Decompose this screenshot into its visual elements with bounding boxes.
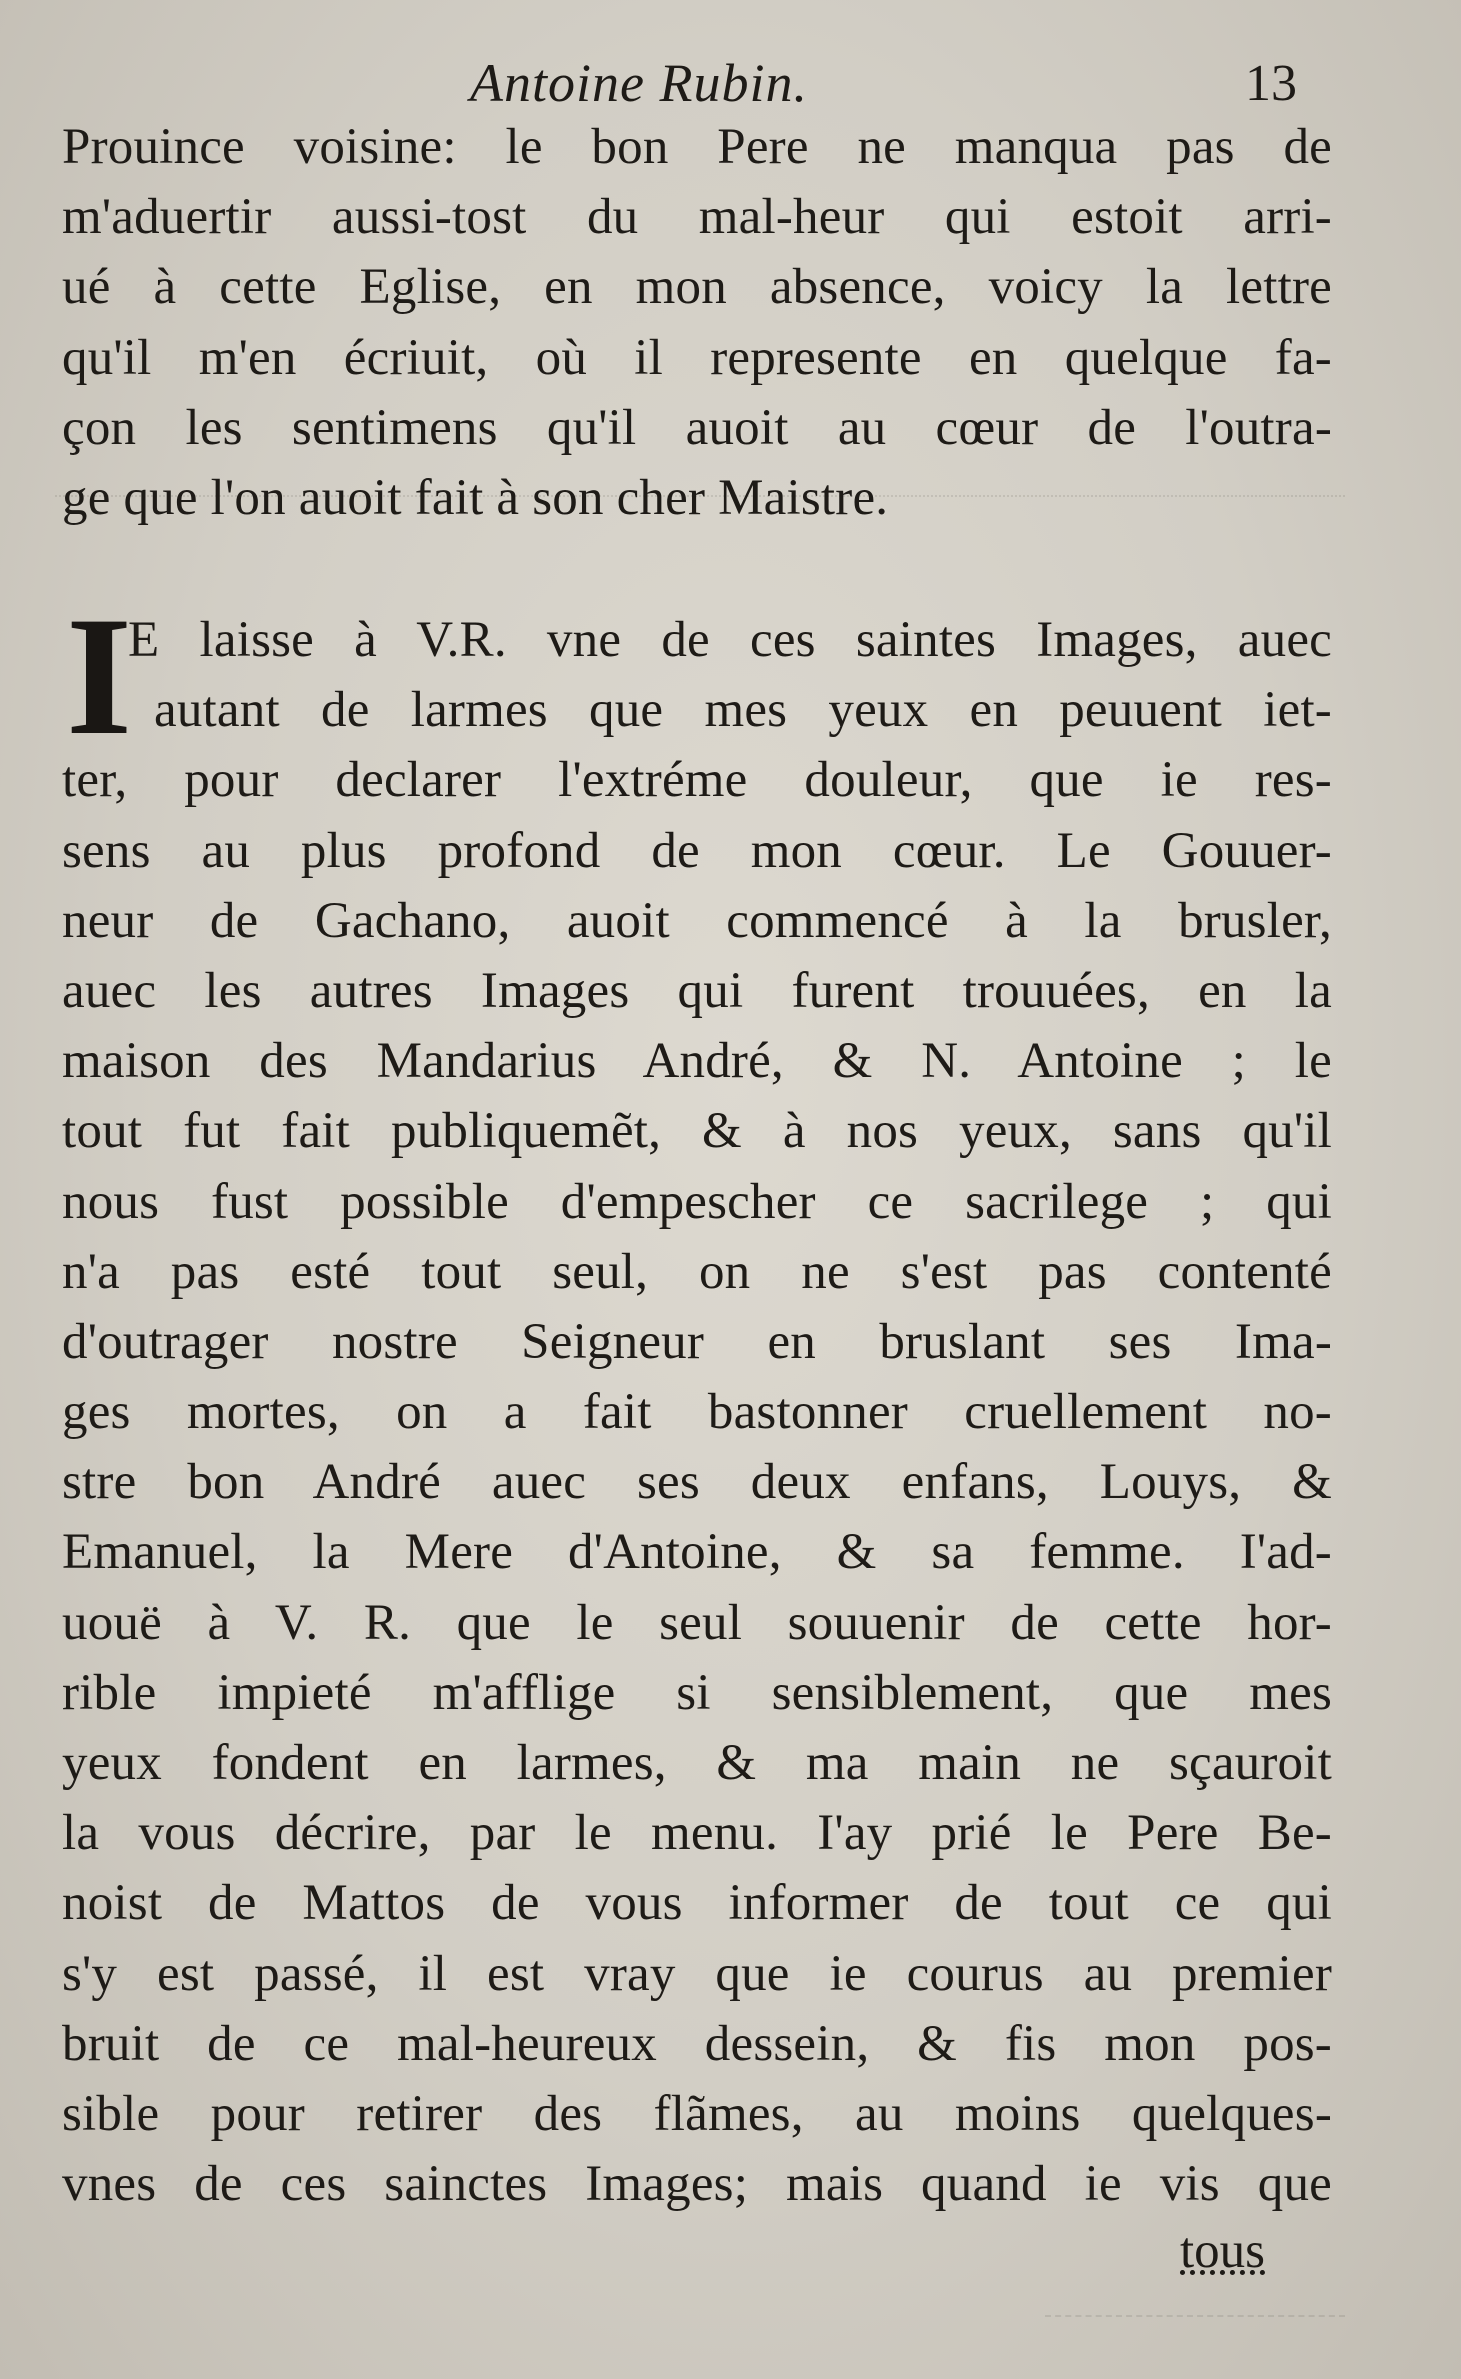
text-line: uouë à V. R. que le seul souuenir de cette hor- <box>62 1594 1332 1651</box>
text-line: ge que l'on auoit fait à son cher Maistre. <box>62 469 889 526</box>
text-line: d'outrager nostre Seigneur en bruslant ses Ima- <box>62 1313 1332 1370</box>
text-line: Emanuel, la Mere d'Antoine, & sa femme. I'ad- <box>62 1524 1332 1581</box>
text-line: Prouince voisine: le bon Pere ne manqua pas de <box>62 119 1332 175</box>
text-line: stre bon André auec ses deux enfans, Louys, & <box>62 1454 1332 1511</box>
text-line: sible pour retirer des flãmes, au moins quelques- <box>62 2085 1332 2142</box>
letter-paragraph <box>62 582 1332 2219</box>
text-line: m'aduertir aussi-tost du mal-heur qui estoit arri- <box>62 189 1332 246</box>
text-line: autant de larmes que mes yeux en peuuent iet- <box>154 682 1332 739</box>
text-line: maison des Mandarius André, & N. Antoine ; le <box>62 1033 1332 1090</box>
text-line: auec les autres Images qui furent trouuées, en la <box>62 962 1332 1019</box>
text-line: vnes de ces sainctes Images; mais quand ie vis que <box>62 2156 1332 2213</box>
text-line: bruit de ce mal-heureux dessein, & fis mon pos- <box>62 2015 1332 2072</box>
text-line: s'y est passé, il est vray que ie courus au premier <box>62 1945 1332 2002</box>
text-line: rible impieté m'afflige si sensiblement, que mes <box>62 1664 1332 1721</box>
text-line: nous fust possible d'empescher ce sacrilege ; qui <box>62 1173 1332 1230</box>
text-line: yeux fondent en larmes, & ma main ne sçauroit <box>62 1735 1332 1791</box>
running-title: Antoine Rubin. <box>470 53 808 113</box>
text-line: qu'il m'en écriuit, où il represente en quelque fa- <box>62 329 1332 386</box>
catchword: tous <box>1180 2223 1266 2279</box>
text-line: E laisse à V.R. vne de ces saintes Images, auec <box>128 612 1332 668</box>
text-line: n'a pas esté tout seul, on ne s'est pas contenté <box>62 1243 1332 1300</box>
page-number: 13 <box>1245 55 1297 112</box>
text-line: neur de Gachano, auoit commencé à la brusler, <box>62 892 1332 949</box>
drop-capital: I <box>66 582 133 770</box>
text-line: sens au plus profond de mon cœur. Le Gouuer- <box>62 822 1332 879</box>
text-line: tout fut fait publiquemẽt, & à nos yeux, sans qu'il <box>62 1103 1332 1160</box>
text-line: noist de Mattos de vous informer de tout ce qui <box>62 1875 1332 1932</box>
text-line: çon les sentimens qu'il auoit au cœur de l'outra- <box>62 399 1332 456</box>
intro-paragraph <box>62 112 1332 533</box>
text-line: la vous décrire, par le menu. I'ay prié le Pere Be- <box>62 1805 1332 1862</box>
text-line: ué à cette Eglise, en mon absence, voicy la lettre <box>62 259 1332 316</box>
text-line: ges mortes, on a fait bastonner cruellement no- <box>62 1384 1332 1441</box>
text-line: ter, pour declarer l'extréme douleur, que ie res- <box>62 752 1332 809</box>
show-through-bleed-bottom <box>55 2275 1345 2331</box>
